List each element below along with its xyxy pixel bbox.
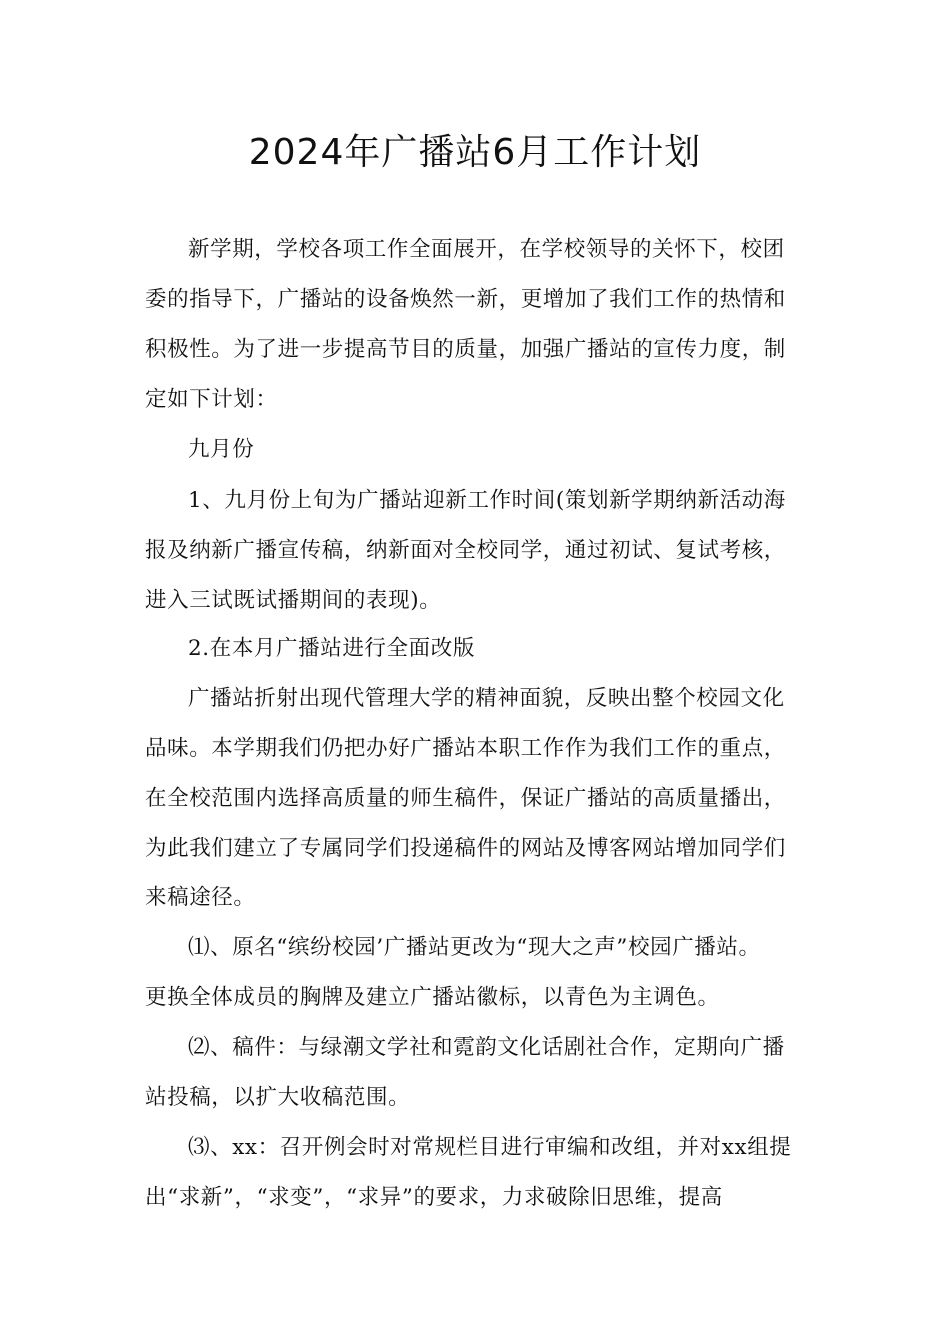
- paragraph-line: 出“求新”，“求变”，“求异”的要求，力求破除旧思维，提高: [145, 1185, 723, 1210]
- paragraph-line: 报及纳新广播宣传稿，纳新面对全校同学，通过初试、复试考核，: [145, 538, 786, 563]
- paragraph-line: 委的指导下，广播站的设备焕然一新，更增加了我们工作的热情和: [145, 287, 786, 312]
- paragraph-line: 1、九月份上旬为广播站迎新工作时间(策划新学期纳新活动海: [188, 488, 786, 513]
- paragraph-line: 为此我们建立了专属同学们投递稿件的网站及博客网站增加同学们: [145, 836, 786, 861]
- paragraph-line: 2.在本月广播站进行全面改版: [188, 636, 475, 661]
- paragraph-line: ⑵、稿件：与绿潮文学社和霓韵文化话剧社合作，定期向广播: [188, 1035, 785, 1060]
- paragraph-line: 进入三试既试播期间的表现)。: [145, 588, 442, 613]
- paragraph-line: 新学期，学校各项工作全面展开，在学校领导的关怀下，校团: [188, 237, 785, 262]
- paragraph-line: ⑴、原名“缤纷校园’广播站更改为“现大之声”校园广播站。: [188, 935, 761, 960]
- paragraph-line: 更换全体成员的胸牌及建立广播站徽标，以青色为主调色。: [145, 985, 720, 1010]
- document-title: 2024年广播站6月工作计划: [248, 132, 702, 173]
- paragraph-line: 广播站折射出现代管理大学的精神面貌，反映出整个校园文化: [188, 686, 785, 711]
- paragraph-line: 定如下计划：: [145, 387, 278, 412]
- section-heading: 九月份: [188, 437, 255, 462]
- paragraph-line: 在全校范围内选择高质量的师生稿件，保证广播站的高质量播出，: [145, 786, 786, 811]
- paragraph-line: 站投稿，以扩大收稿范围。: [145, 1085, 411, 1110]
- paragraph-line: ⑶、xx：召开例会时对常规栏目进行审编和改组，并对xx组提: [188, 1135, 792, 1160]
- paragraph-line: 积极性。为了进一步提高节目的质量，加强广播站的宣传力度，制: [145, 337, 786, 362]
- paragraph-line: 来稿途径。: [145, 885, 256, 910]
- paragraph-line: 品味。本学期我们仍把办好广播站本职工作作为我们工作的重点，: [145, 736, 786, 761]
